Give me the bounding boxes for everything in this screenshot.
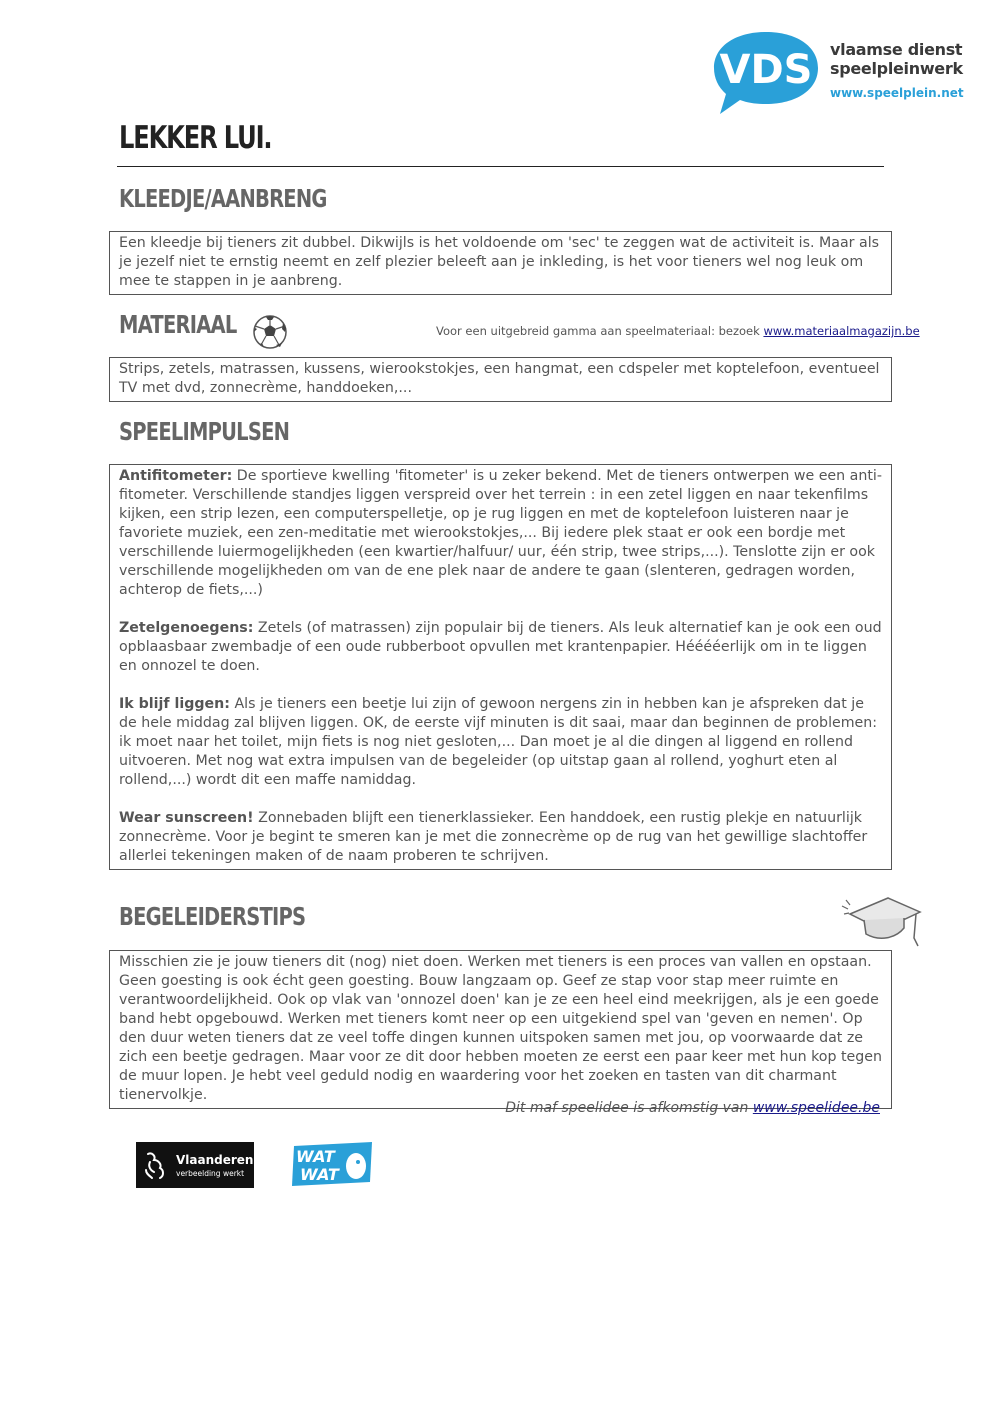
- watwat-mascot-icon: [346, 1153, 366, 1179]
- soccer-ball-icon: [252, 314, 288, 350]
- speelidee-link[interactable]: www.speelidee.be: [752, 1100, 880, 1116]
- credit-line: [505, 1100, 880, 1116]
- materiaal-note: [436, 324, 920, 338]
- impuls-ik-blijf-liggen: [119, 695, 882, 790]
- watwat-line2: WAT: [300, 1165, 339, 1184]
- impuls-text: Zetels (of matrassen) zijn populair bij de tieners. Als leuk alternatief kan je ook een oud opblaasbaar zwembadje of een oude rubberboot opvullen met krantenpapier. Hééééerlijk om in te liggen en onnozel te doen.: [119, 620, 882, 674]
- graduation-cap-icon: [840, 894, 924, 950]
- vds-speech-bubble-icon: [710, 28, 822, 118]
- materiaal-box: [109, 357, 892, 402]
- vlaanderen-logo: [136, 1142, 254, 1188]
- org-name: [830, 40, 963, 78]
- materiaal-note-prefix: Voor een uitgebreid gamma aan speelmateriaal: bezoek: [436, 324, 764, 338]
- kleedje-text: Een kleedje bij tieners zit dubbel. Dikwijls is het voldoende om 'sec' te zeggen wat de activiteit is. Maar als je jezelf niet te ernstig neemt en zelf plezier beleeft aan je inkleding, is het voor tieners wel nog leuk om mee te stappen in je aanbreng.: [119, 235, 880, 289]
- begeleiderstips-text: Misschien zie je jouw tieners dit (nog) niet doen. Werken met tieners is een proces van vallen en opstaan. Geen goesting is ook écht geen goesting. Bouw langzaam op. Geef ze stap voor stap meer ruimte en verantwoordelijkheid. Ook op vlak van 'onnozel doen' kan je ze een heel eind meekrijgen, als je een goede band hebt opgebouwd. Werken met tieners komt neer op een uitgekiend spel van 'geven en nemen'. Op den duur weten tieners dat ze veel toffe dingen kunnen uitspoken samen met jou, op voorwaarde dat ze zich een beetje gedragen. Maar voor ze dit door hebben moeten ze eerst een paar keer met hun kop tegen de muur lopen. Je hebt veel geduld nodig en waardering voor het zoeken en tasten van dit charmant tienervolkje.: [119, 954, 883, 1103]
- section-heading-speelimpulsen: SPEELIMPULSEN: [119, 417, 290, 446]
- credit-prefix: Dit maf speelidee is afkomstig van: [505, 1100, 753, 1116]
- impuls-text: Zonnebaden blijft een tienerklassieker. Een handdoek, een rustig plekje en natuurlijk zonnecrème. Voor je begint te smeren kan je met die zonnecrème op de rug van het gewillige slachtoffer allerlei tekeningen maken of de naam proberen te schrijven.: [119, 810, 868, 864]
- vlaanderen-subtitle: verbeelding werkt: [176, 1169, 245, 1178]
- impuls-text: Als je tieners een beetje lui zijn of gewoon nergens zin in hebben kan je afspreken dat je de hele middag zal blijven liggen. OK, de eerste vijf minuten is dit saai, maar dan beginnen de problemen: ik moet naar het toilet, mijn fiets is nog niet gesloten,... Dan moet je al die dingen al liggend en rollend uitvoeren. Met nog wat extra impulsen van de begeleider (op uitstap gaan al rollend, yoghurt eten al rollend,...) wordt dit een maffe namiddag.: [119, 696, 878, 788]
- materiaalmagazijn-link[interactable]: www.materiaalmagazijn.be: [763, 324, 920, 338]
- materiaal-text: Strips, zetels, matrassen, kussens, wierookstokjes, een hangmat, een cdspeler met koptelefoon, eventueel TV met dvd, zonnecrème, handdoeken,...: [119, 361, 880, 396]
- impuls-text: De sportieve kwelling 'fitometer' is u zeker bekend. Met de tieners ontwerpen we een anti-fitometer. Verschillende standjes liggen verspreid over het terrein : in een zetel liggen en naar tekenfilms kijken, een strip lezen, een computerspelletje, op je rug liggen en met de koptelefoon luisteren naar je favoriete muziek, een zen-meditatie met wierookstokjes,... Bij iedere plek staat er ook een bordje met verschillende luiermogelijkheden (een kwartier/halfuur/ uur, één strip, twee strips,...). Tenslotte zijn er ook verschillende mogelijkheden om van de ene plek naar de andere te gaan (slenteren, gedragen worden, achterop de fiets,...): [119, 468, 882, 598]
- impuls-lead: Zetelgenoegens:: [119, 620, 254, 636]
- section-heading-materiaal: MATERIAAL: [119, 310, 237, 339]
- impuls-wear-sunscreen: [119, 809, 882, 866]
- begeleiderstips-box: [109, 950, 892, 1109]
- watwat-line1: WAT: [296, 1147, 335, 1166]
- watwat-logo: [290, 1142, 372, 1186]
- title-divider: [117, 166, 884, 167]
- page-title: LEKKER LUI.: [119, 120, 272, 156]
- speelimpulsen-box: [109, 464, 892, 870]
- vds-logo-mark: VDS: [719, 47, 813, 93]
- impuls-zetelgenoegens: [119, 619, 882, 676]
- kleedje-box: [109, 231, 892, 295]
- section-heading-kleedje: KLEEDJE/AANBRENG: [119, 184, 327, 213]
- impuls-antifitometer: [119, 467, 882, 600]
- org-name-line2: speelpleinwerk: [830, 59, 963, 78]
- vds-logo: [710, 28, 970, 118]
- org-url[interactable]: www.speelplein.net: [830, 86, 964, 100]
- flemish-lion-icon: [142, 1150, 168, 1180]
- impuls-lead: Ik blijf liggen:: [119, 696, 230, 712]
- section-heading-begeleiderstips: BEGELEIDERSTIPS: [119, 902, 306, 931]
- impuls-lead: Antifitometer:: [119, 468, 233, 484]
- vlaanderen-title: Vlaanderen: [176, 1153, 254, 1167]
- org-name-line1: vlaamse dienst: [830, 40, 963, 59]
- impuls-lead: Wear sunscreen!: [119, 810, 254, 826]
